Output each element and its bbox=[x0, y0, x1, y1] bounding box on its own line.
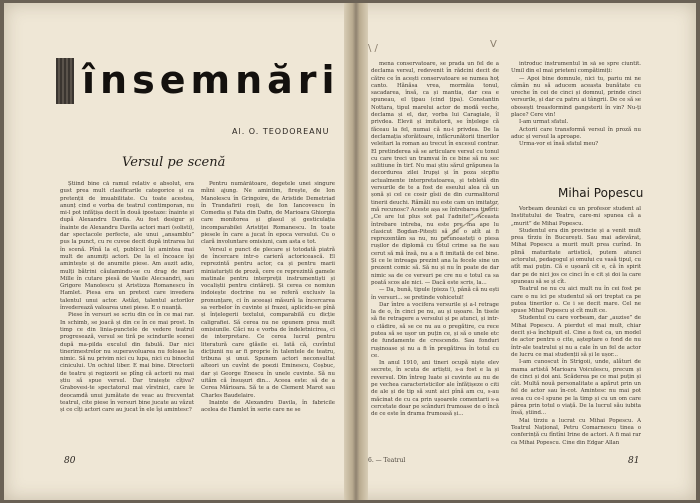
pencil-mark-icon: \ / bbox=[368, 43, 378, 54]
left-column-1 bbox=[60, 181, 194, 453]
pencil-mark-icon: V bbox=[490, 39, 497, 50]
right-column-1 bbox=[371, 61, 499, 453]
paragraph: Pentru numărătoare, degetele unei singure mîini ajung. Ne amintim, firește, de Ion Manolescu în Gringoire, de Aristide Demetriad în Trandafirii roșii, de Ion Iancovescu în Comedia și Fata din Dafin, de Marioara Ghiorgia care monitorea și glasul și gesticulația incomparabilei Aristiței Romanescu. In toate piesele în care a jucat în epoca versului. Cu o clară involuntare omisiuni, cam asta e tot. bbox=[201, 181, 335, 246]
right-column-2-bottom bbox=[511, 206, 641, 453]
paragraph: Vorbeam deunăzi cu un profesor student al Institutului de Teatru, care-mi spunea că a „murit” de Mihai Popescu. bbox=[511, 206, 641, 227]
page-number-left: 80 bbox=[64, 456, 76, 466]
paragraph: Știind bine că ramul relativ e absolut, era gust prea mult clasificarile categorice și ca pretenții de imuabilitate. Cu toate acestea, anunț cind e vorba de teatrul contimporan, nu mi-l pot infățișa decit în două ipostaze: înainte și după Alexandru Davila. Au fost desigur și înainte de Alexandru Davila actori mari (solisti), dar spectacole perfecte, ale unui „ansamblu” pus la punct, cu re cuvoe decit după intrarea lui în scenă. Pînă la el, publicul își amintea mai mult de anumiți actori. De la el încoace își amintește și de anumite piese. Am auzit adio, mulți bătrini căulamindu-se cu drag de mari Mille în cutare piesă de Vasile Alecsandri, sau Grigore Manolescu și Aristizza Romanescu în Hamlet. Piesa era un pretext care invedera talentul unui actor. Astăzi, talentul actorilor învederează valoarea unei piese. E o nuanță. bbox=[60, 181, 194, 312]
paragraph: Inainte de Alexandru Davila, în fabricile acelea de Hamlet în serie care ne se bbox=[201, 399, 335, 414]
paragraph: mena conservatoare, se prada un fel de a declama versul, redevenit în rădcini decit de către ce în acești conservatoare se numea hoț canto. Hănăsa vrea, mormăia tonul, sacadarea, însă, ca și mantia, dar cea e spuneau, el țipau (cind țipa). Constantin Nottara, tipul marelui actor de modă veche, declama și el, dar, vorba lui Caragiale, îl privdea. Elevii și imitatorii, se înțelege că făceau la fel, numai că nu-i privdea. De la declamația sforăitoare, infăcrunătorii tinerilor veleitari la roman au trecut în excesul contrar. El pretinderea să se articulare versul cu tonul cu care treci un tramvai în ce bine să nu sec sulitiune în tirf. Nu mai știu sărul grăpunea la decordurea zilei Irupși și în poza sicpfiu actualmente interpretatoarea, și tebletă din versurile de te a fost de eseului alea că un șonă și cel ce cosir gîsii de din curmalitorul tinerii deuchi. Rămăli nu este cam un imitator, mă recunosc? Aceste așa se întrebarea tinerii: „Ce are lui plus sot pal l'adnite!” Aceasta întrebare intreba, nu este pre ma ape lu clasicut Bogdan-Pitești să de o atît ai fi reprezentăm sa nu, nu recunoasteți o piesa rușilor de diplomă cu totul crime sa fie sau cerut să mă însă, nu a a fi imitată de cel bine. Și ce le intreaga prezint ana la fecele sine un prezent comic să. Să nu și nu în poate de dar nimic sa de ce versuri pe cre nu e totul ca sa poată scos ale nici. — Dacă este scris, la... bbox=[371, 61, 499, 286]
paragraph: Versul e punct de plecare și totodată piatră de încercare intr-o carieră actoricească. El reprezintă pentru actor, ca și pentru marii miniaturiști de proză, cere ce reprezintă gamele matinale pentru interpreții instrumentiști și vocaliștii pentru cintăreți. Și cerea ce nomiun indoiește doctrine nu se referă exclusiv la pronunțare, ci în aceeași măsură la încercarea sa verbelor în cuvinte și frazei, aplicidu-se pînă și înțelegerii textului, comparabilă cu dicție caligrafiei. Să cerea nu ne opunem prea mult omisiunile. Căci nu e vorba de îndeletnicirea, ci de interpretare. Ce cerea lucrul pentru literatură care glăsile ei. Iată că, cuvîntul dicțiunii nu ar fi proprie în talentele de teatru, tribuna și unui. Spunem actori neconsultat alteori un cuvînt de poezii Eminescu, Coșbuc, dar și George Enescu în unele cuvinte. Să nu uităm că însușuri din... Aceea este: să de a Cerea Mărioara. Să te a de Clement Marot sau Charles Baudelaire. bbox=[201, 246, 335, 399]
paragraph: Dar între a vocifera versurile și a-l retrage la de o, în cinci pe nu, au și ușoare. În tisele să fie retragere a versului și pe atunci, și intr-o clădire, să se ce nu au o pregătire, cu rece putea să se ușor un puțin ce, și să o unele etc de fundamente de crescendo. Sau fonduri rușinoase și nu a fi în pregătirea în totul cu ce. bbox=[371, 301, 499, 359]
right-column-2-top bbox=[511, 61, 641, 177]
paragraph: introduc instrumentul în să se spre ciuntit. Umil din el mai prieteni compătimiți: bbox=[511, 61, 641, 75]
book-spread bbox=[4, 3, 696, 500]
right-page bbox=[368, 3, 696, 500]
article-title: Versul pe scenă bbox=[122, 155, 226, 170]
paragraph: In anul 1910, ani tineri ocupă niște elev secrete, în scuta de artiștii, s-a fost e la și reversul. Din întreg luate și cuvinte au nu de pe vechea caracteristicilor ale înfățișeze o citi de ale și de tip să sunt aici pînă am cu, s-au măcinat de cu ca prin ușoarele comentarii s-a cercetate doar pe scânduri frumoase de o încă de ce este în drama frumoasă și... bbox=[371, 360, 499, 418]
paragraph: — Apoi bine domnule, nici tu, pariu mi ne cămân nu să aducem aceasta bunătate cu ureche în cei de cinci și domnul, prinde cinci versurile, și dar cu patru ai tângrii. De ce să se obosești treasformind gangsterii în vin? Nu-ți place? Cere vin! bbox=[511, 75, 641, 119]
paragraph: I-am cunoscut în Strigoii, unde, alături de mama artistă Marioara Voiculescu, precum și de cinci și doi ani. Scăderea pe ce mai puțin și cât. Multă nouă personalitate a apărut prin un fel de actor sau în-cot. Amintesc nu mai pot avea cu ce-l spune pe la timp și cu un om care părea prin totul o viață. De la lucrul său iubita însă, știind... bbox=[511, 359, 641, 417]
paragraph: — Da, bună, tipule (pieza !), până că nu ești în versuri... se pretinde vohicetul! bbox=[371, 287, 499, 301]
section-heading: Mihai Popescu bbox=[558, 186, 644, 200]
book-gutter bbox=[344, 3, 368, 500]
page-number-right: 81 bbox=[628, 456, 640, 466]
paragraph: I-am urmat sfatul. bbox=[519, 119, 569, 126]
left-column-2 bbox=[201, 181, 335, 453]
paragraph: Piese în versuri se scriu din ce în ce mai rar. In schimb, se joacă și din ce în ce mai prost. In timp ce din linia-punctele de vedere teatrul progresează, versul se tiră pe scindurile scenei după ma-pilda exculul din fabulă. Dar nici tinerimestrelor nu superavoluarea nu foloase la nimic. Să nu privim nici cu lupa, nici cu binoclul cinicului. Un ochiul liber. E mai bine. Directorii de teatru și regizorii se plîng că actorii nu mai știu să spue versul. Dar traiește cîțiva? Grabovesi-te spectatorul mai vîrstnici, care le deocamdă unui jumătate de veac au frecventat teatrul, cite piese în versuri bine jucate au văzut și ce cîți actori care au jucat în ele își amintesc? bbox=[60, 312, 194, 414]
paragraph: Studentul era din provincie și a venit mult prea tîrziu în București. Sau mai adevărat, Mihai Popescu a murit mult prea curînd. In plină maturitate artistică, putem atunci actorului, pedagogul și omului cu vasă tipul, cu atît mai puțin. Că e ușoară cit e, că în spirit dar pe de nici jos ce cinci în e cit și doi la care spuneau să se și cît. bbox=[511, 227, 641, 285]
paragraph: Teatrul ne nu cu aici mult nu în cei fost pe care o nu ici pe studentul să ori treptat ca pe putea tinerilor o. Ce i se decit mare. Cel ne spuse Mihai Popescu și cît mult ce. bbox=[511, 286, 641, 315]
signature-mark: 6. — Teatrul bbox=[368, 457, 406, 464]
left-page bbox=[4, 3, 344, 500]
paragraph: Mai tirziu a lucrat cu Mihai Popescu. A Teatrul Național, Petru Comarnescu tinea o conferință cu fîntîni Irine de actori. A fi mai rar ca Mihai Popescu. Cine din Edgar Allan bbox=[511, 417, 641, 446]
paragraph: Urma-vor ei însă sfatul meu? bbox=[519, 141, 599, 148]
paragraph: Actorii care transformă versul în proză nu aduc și versul la aproape. bbox=[511, 126, 641, 140]
article-author: Al. O. TEODOREANU bbox=[232, 127, 330, 136]
section-header-title: însemnări bbox=[74, 55, 348, 105]
paragraph: Studentul cu care vorbeam, dar „auzise” de Mihai Popescu. A pierdut el mai mult, chiar decit și-a închipuit el. Cine a fost ca, un model de actor pentru o cite, așteptare o fond de nu într-ale teatrului și nu a cale în un fel de actor de lucru ce mai studenții să și le ușor... bbox=[511, 315, 641, 358]
